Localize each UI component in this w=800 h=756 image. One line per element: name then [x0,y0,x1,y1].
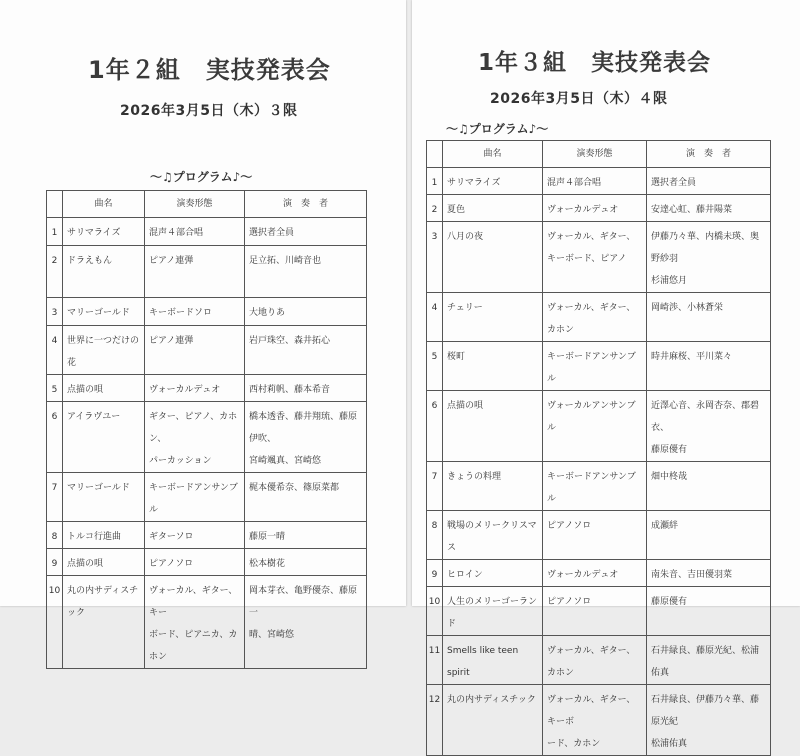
row-number: 5 [47,375,63,402]
row-style: ギターソロ [145,522,245,549]
row-number: 4 [47,326,63,375]
row-players: 藤原一晴 [245,522,367,549]
table-row [47,375,367,402]
table-row [47,576,367,669]
row-song: トルコ行進曲 [63,522,145,549]
header-song: 曲名 [63,191,145,218]
row-number: 5 [427,342,443,391]
row-style: ヴォーカルデュオ [543,560,647,587]
row-song: マリーゴールド [63,473,145,522]
table-row [427,587,771,636]
row-players: 石井緑良、藤原光紀、松浦佑真 [647,636,771,685]
table-row [427,560,771,587]
row-song: 点描の唄 [63,375,145,402]
row-players: 西村莉帆、藤本希音 [245,375,367,402]
row-players: 岡本芽衣、亀野優奈、藤原一 晴、宮崎悠 [245,576,367,669]
left-program-heading: ～♫プログラム♪～ [150,170,253,184]
row-players: 石井緑良、伊藤乃々華、藤原光紀 松浦佑真 [647,685,771,756]
row-style: ヴォーカル、ギター、カホン [543,293,647,342]
table-row [427,222,771,293]
header-style: 演奏形態 [145,191,245,218]
header-players: 演 奏 者 [245,191,367,218]
row-song: 丸の内サディスチック [63,576,145,669]
row-style: ヴォーカル、ギター、 キーボード、ピアノ [543,222,647,293]
table-row [427,462,771,511]
row-number: 11 [427,636,443,685]
row-style: ヴォーカル、ギター、キーボ ード、カホン [543,685,647,756]
row-number: 8 [47,522,63,549]
row-song: 世界に一つだけの花 [63,326,145,375]
row-players: 近澤心音、永岡杏奈、郡碧衣、 藤原優有 [647,391,771,462]
table-row [47,218,367,246]
row-number: 8 [427,511,443,560]
right-page-date: 2026年3月5日（木）４限 [490,91,668,107]
row-number: 9 [427,560,443,587]
row-style: ヴォーカル、ギター、カホン [543,636,647,685]
row-number: 1 [427,168,443,195]
row-song: 点描の唄 [63,549,145,576]
table-header-row [47,191,367,218]
row-song: ヒロイン [443,560,543,587]
table-row [47,473,367,522]
row-players: 松本樹花 [245,549,367,576]
right-page-title: 1年３組 実技発表会 [478,50,712,76]
row-song: 人生のメリーゴーランド [443,587,543,636]
row-song: ドラえもん [63,246,145,298]
row-number: 7 [427,462,443,511]
row-style: 混声４部合唱 [543,168,647,195]
row-song: 点描の唄 [443,391,543,462]
row-song: 戦場のメリークリスマス [443,511,543,560]
row-style: 混声４部合唱 [145,218,245,246]
row-song: 夏色 [443,195,543,222]
table-row [47,549,367,576]
row-number: 9 [47,549,63,576]
row-style: キーボードアンサンブル [145,473,245,522]
row-number: 12 [427,685,443,756]
table-row [427,168,771,195]
row-players: 岡崎渉、小林蒼栄 [647,293,771,342]
row-style: ピアノソロ [543,511,647,560]
row-players: 橋本透香、藤井翔琉、藤原伊吹、 宮崎颯真、宮崎悠 [245,402,367,473]
row-number: 3 [47,298,63,326]
table-row [47,522,367,549]
header-number [427,141,443,168]
row-players: 畑中柊哉 [647,462,771,511]
row-style: キーボードアンサンブル [543,342,647,391]
row-number: 7 [47,473,63,522]
row-players: 南朱音、吉田優羽菜 [647,560,771,587]
row-number: 2 [47,246,63,298]
row-players: 成瀬絆 [647,511,771,560]
row-song: アイラヴユー [63,402,145,473]
row-song: 丸の内サディスチック [443,685,543,756]
table-row [427,511,771,560]
row-players: 大地りあ [245,298,367,326]
left-page-title: 1年２組 実技発表会 [88,56,331,84]
row-number: 3 [427,222,443,293]
row-song: Smells like teen spirit [443,636,543,685]
header-players: 演 奏 者 [647,141,771,168]
row-number: 1 [47,218,63,246]
row-style: ヴォーカルデュオ [145,375,245,402]
row-style: ヴォーカルアンサンブル [543,391,647,462]
row-style: ギター、ピアノ、カホン、 パーカッション [145,402,245,473]
table-header-row [427,141,771,168]
table-row [427,636,771,685]
row-number: 10 [47,576,63,669]
table-row [47,402,367,473]
row-style: ピアノ連弾 [145,246,245,298]
row-players: 藤原優有 [647,587,771,636]
row-number: 6 [47,402,63,473]
row-song: 桜町 [443,342,543,391]
row-number: 10 [427,587,443,636]
row-song: 八月の夜 [443,222,543,293]
row-players: 安達心虹、藤井陽菜 [647,195,771,222]
row-song: きょうの料理 [443,462,543,511]
table-row [427,391,771,462]
row-players: 梶本優希奈、篠原菜都 [245,473,367,522]
row-song: サリマライズ [443,168,543,195]
row-song: マリーゴールド [63,298,145,326]
table-row [47,326,367,375]
right-program-table [426,140,771,756]
row-style: ヴォーカル、ギター、キー ボード、ピアニカ、カホン [145,576,245,669]
table-row [427,685,771,756]
header-style: 演奏形態 [543,141,647,168]
row-players: 時井麻桜、平川菜々 [647,342,771,391]
row-players: 選択者全員 [245,218,367,246]
left-page-date: 2026年3月5日（木）３限 [120,103,298,119]
table-row [47,298,367,326]
left-program-table [46,190,367,669]
row-number: 2 [427,195,443,222]
row-style: ピアノ連弾 [145,326,245,375]
row-number: 4 [427,293,443,342]
row-players: 伊藤乃々華、内橋未瑛、奥野紗羽 杉浦悠月 [647,222,771,293]
row-style: ピアノソロ [145,549,245,576]
table-row [427,342,771,391]
row-number: 6 [427,391,443,462]
header-number [47,191,63,218]
row-players: 選択者全員 [647,168,771,195]
row-style: キーボードアンサンブル [543,462,647,511]
row-song: チェリー [443,293,543,342]
table-row [427,195,771,222]
row-players: 足立拓、川崎音也 [245,246,367,298]
table-row [427,293,771,342]
row-style: キーボードソロ [145,298,245,326]
header-song: 曲名 [443,141,543,168]
right-program-heading: ～♫プログラム♪～ [446,122,549,136]
row-style: ヴォーカルデュオ [543,195,647,222]
row-song: サリマライズ [63,218,145,246]
table-row [47,246,367,298]
row-style: ピアノソロ [543,587,647,636]
row-players: 岩戸珠空、森井拓心 [245,326,367,375]
